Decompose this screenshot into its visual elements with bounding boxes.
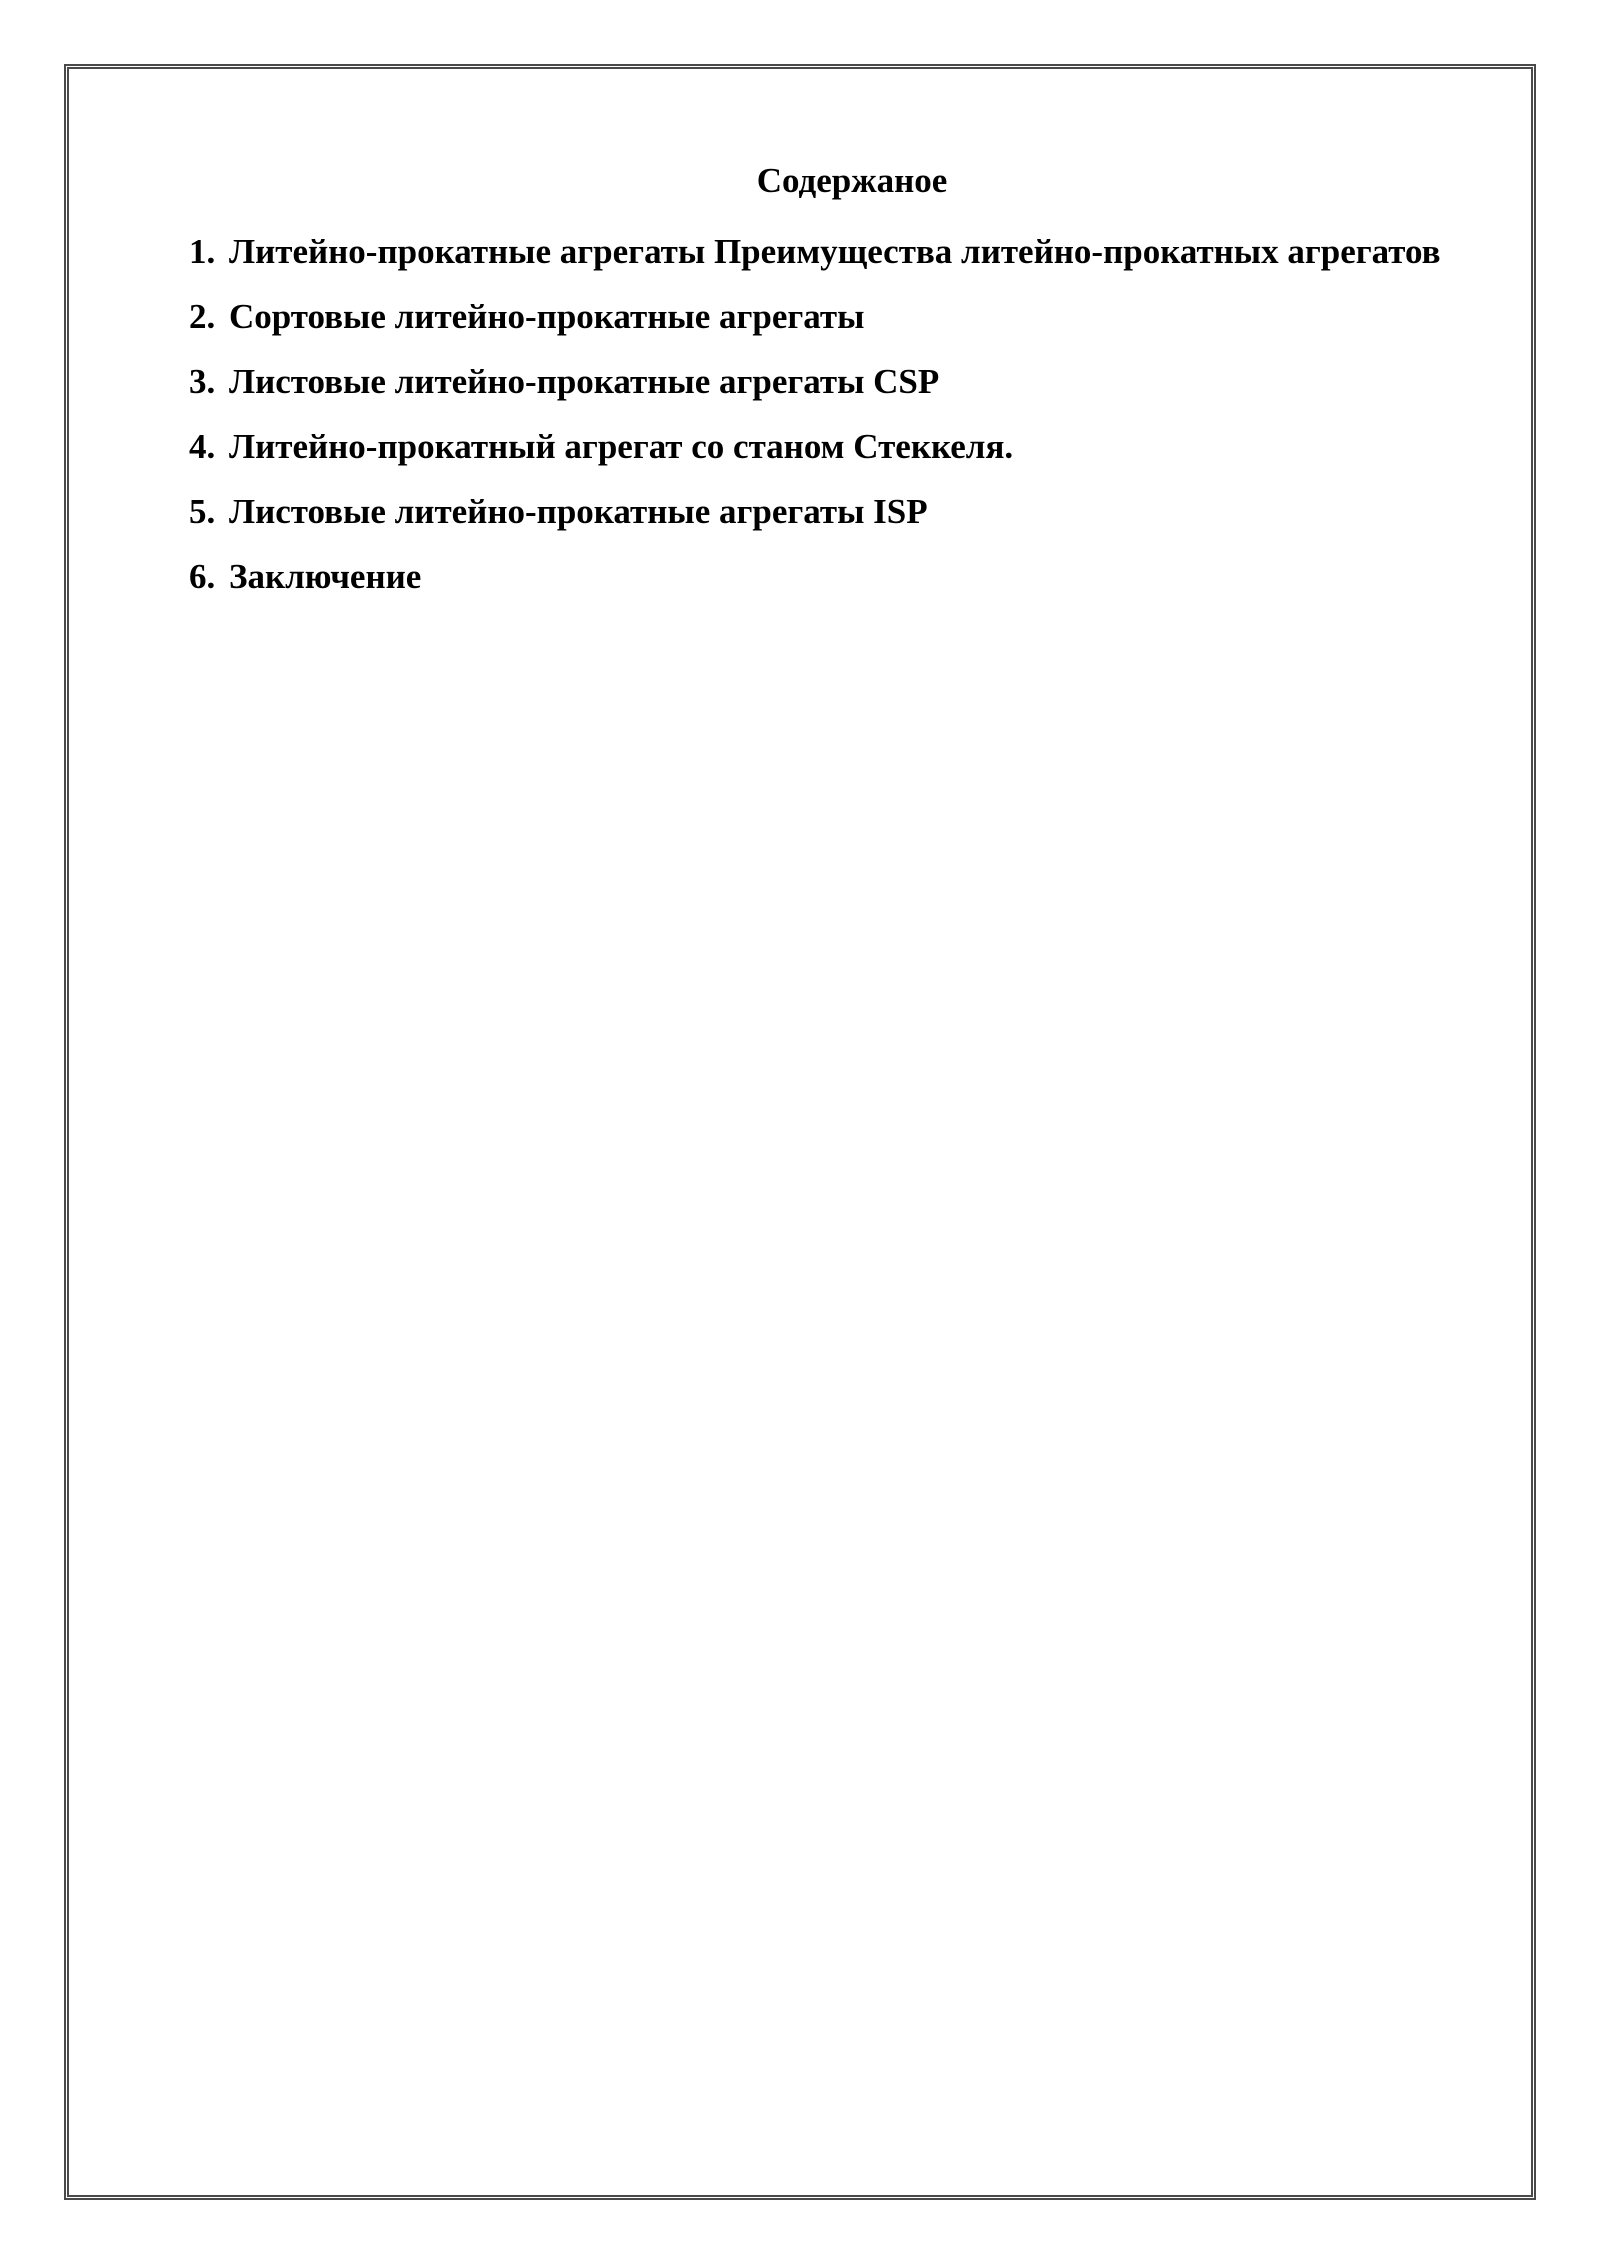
page-border-frame [64, 64, 1536, 2200]
toc-item-number: 5. [189, 492, 216, 531]
toc-item-number: 4. [189, 427, 216, 466]
toc-item-text: Заключение [229, 557, 422, 596]
page-title: Содержаное [756, 161, 948, 200]
toc-item-4 [189, 414, 1449, 479]
toc-item-1 [189, 219, 1449, 284]
toc-item-3 [189, 349, 1449, 414]
toc-item-5 [189, 479, 1449, 544]
table-of-contents [189, 219, 1449, 609]
toc-item-text: Литейно-прокатный агрегат со станом Стеккеля. [229, 427, 1014, 466]
toc-item-number: 1. [189, 232, 216, 271]
toc-item-text: Литейно-прокатные агрегаты Преимущества литейно-прокатных агрегатов [229, 232, 1441, 271]
toc-item-text: Листовые литейно-прокатные агрегаты ISP [229, 492, 928, 531]
toc-item-6 [189, 544, 1449, 609]
toc-item-number: 3. [189, 362, 216, 401]
page-content [69, 69, 1531, 2195]
toc-item-number: 2. [189, 297, 216, 336]
toc-item-text: Листовые литейно-прокатные агрегаты CSP [229, 362, 940, 401]
toc-item-number: 6. [189, 557, 216, 596]
toc-item-text: Сортовые литейно-прокатные агрегаты [229, 297, 865, 336]
toc-item-2 [189, 284, 1449, 349]
